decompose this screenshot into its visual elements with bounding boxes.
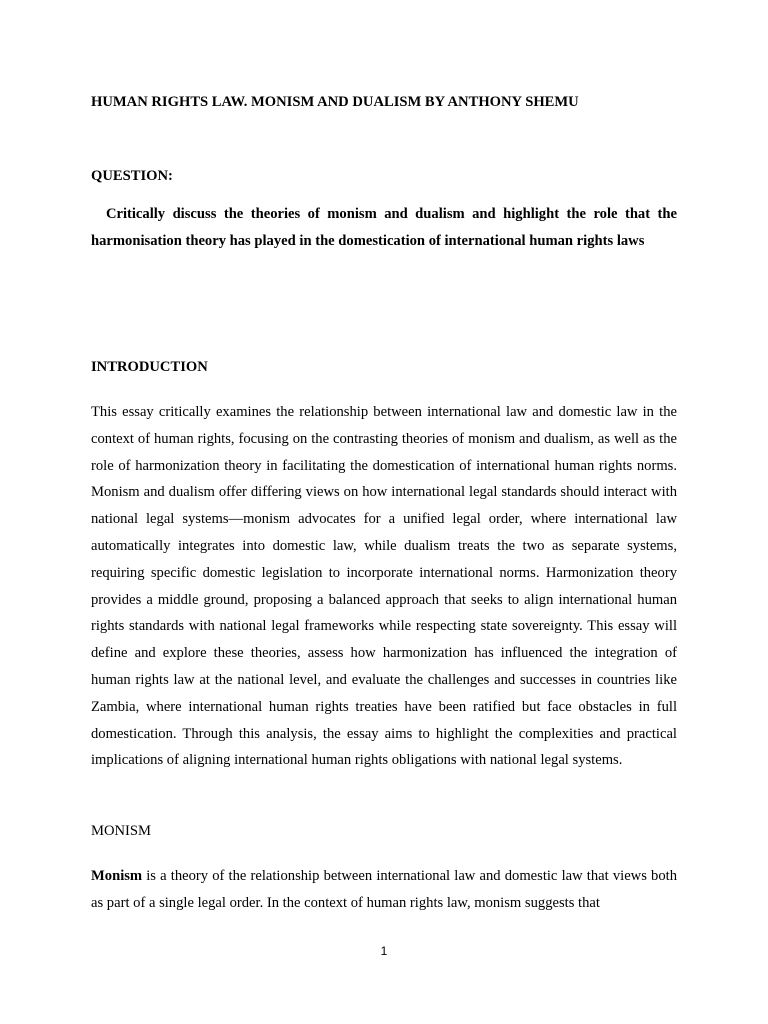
monism-term: Monism (91, 868, 143, 884)
question-text (91, 201, 677, 255)
introduction-paragraph: This essay critically examines the relationship between international law and domestic law in the context of human rights, focusing on the contrasting theories of monism and dualism, as well as the role of harmonization theory in facilitating the domestication of international human rights norms. Monism and dualism offer differing views on how international legal standards should interact with national legal systems—monism advocates for a unified legal order, where international law automatically integrates into domestic law, while dualism treats the two as separate systems, requiring specific domestic legislation to incorporate international norms. Harmonization theory provides a middle ground, proposing a balanced approach that seeks to align international human rights standards with national legal frameworks while respecting state sovereignty. This essay will define and explore these theories, assess how harmonization has influenced the integration of human rights law at the national level, and evaluate the challenges and successes in countries like Zambia, where international human rights treaties have been ratified but face obstacles in full domestication. Through this analysis, the essay aims to highlight the complexities and practical implications of aligning international human rights obligations with national legal systems. (91, 404, 677, 769)
monism-heading: MONISM (91, 823, 152, 839)
monism-paragraph-text: is a theory of the relationship between international law and domestic law that views both as part of a single legal order. In the context of human rights law, monism suggests that (91, 868, 677, 911)
monism-paragraph (91, 863, 677, 917)
page-number: 1 (380, 944, 388, 958)
document-title: HUMAN RIGHTS LAW. MONISM AND DUALISM BY ANTHONY SHEMU (91, 94, 579, 110)
introduction-heading: INTRODUCTION (91, 359, 208, 375)
question-heading: QUESTION: (91, 168, 173, 184)
question-text-content: Critically discuss the theories of monism and dualism and highlight the role that the harmonisation theory has played in the domestication of international human rights laws (91, 206, 678, 249)
